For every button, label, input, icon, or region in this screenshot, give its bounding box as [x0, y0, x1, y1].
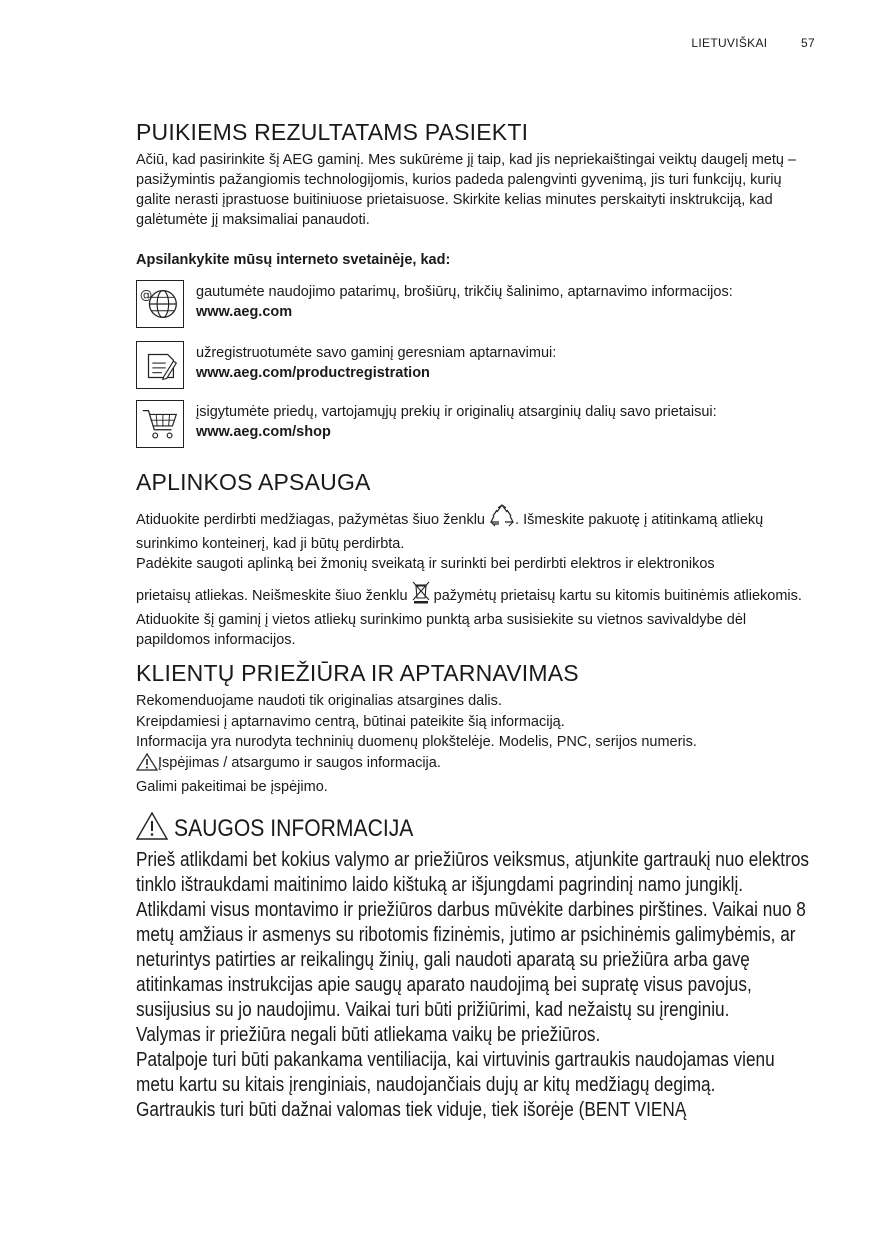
intro-section — [136, 119, 816, 270]
link-description: užregistruotumėte savo gaminį geresniam aptarnavimui: — [196, 345, 557, 361]
safety-text: Prieš atlikdami bet kokius valymo ar priežiūros veiksmus, atjunkite gartraukį nuo elektros tinklo ištraukdami maitinimo laido kištuką ar išjungdami pagrindinį namo jungiklį. Atlikdami visus montavimo ir priežiūros darbus mūvėkite darbines pirštines. Vaikai nuo 8 metų amžiaus ir asmenys su ribotomis fizinėmis, jutimo ar psichinėmis galimybėmis, ar neturintys patirties ar reikalingų žinių, gali naudoti aparatą su priežiūra arba gavę atitinkamas instrukcijas apie saugų aparato naudojimą bei supratę visus pavojus, susijusius su jo naudojimu. Vaikai turi būti prižiūrimi, kad nežaistų su įrenginiu. Valymas ir priežiūra negali būti atliekama vaikų be priežiūros. Patalpoje turi būti pakankama ventiliacija, kai virtuvinis gartraukis naudojamas vienu metu kartu su kitais įrenginiais, naudojančiais dujų ar kitų medžiagų degimą. Gartraukis turi būti dažnai valomas tiek viduje, tiek išorėje (BENT VIENĄ — [136, 849, 809, 1121]
customer-care-line: Rekomenduojame naudoti tik originalias atsargines dalis. — [136, 693, 502, 709]
shopping-cart-icon — [136, 400, 184, 448]
customer-care-section — [136, 660, 816, 798]
environment-text-2: Padėkite saugoti aplinką bei žmonių sveikatą ir surinkti bei perdirbti elektros ir elektronikos — [136, 556, 715, 572]
web-globe-icon — [136, 280, 184, 328]
safety-title-row — [136, 812, 816, 846]
link-url[interactable]: www.aeg.com — [196, 304, 293, 320]
customer-care-title: KLIENTŲ PRIEŽIŪRA IR APTARNAVIMAS — [136, 660, 579, 686]
environment-text-1: Atiduokite perdirbti medžiagas, pažymėtas šiuo ženklu . Išmeskite pakuotę į atitinkamą atliekų surinkimo konteinerį, kad ji būtų perdirbta. — [136, 504, 816, 554]
warning-triangle-icon — [136, 753, 158, 778]
page-header — [691, 36, 815, 50]
safety-title: SAUGOS INFORMACIJA — [174, 815, 414, 842]
warning-triangle-icon — [136, 812, 168, 846]
environment-section — [136, 469, 816, 650]
registration-form-icon — [136, 341, 184, 389]
page-number: 57 — [801, 36, 815, 50]
weee-crossed-bin-icon — [412, 580, 430, 610]
environment-text-3: prietaisų atliekas. Neišmeskite šiuo ženklu pažymėtų prietaisų kartu su kitomis buitinėmis atliekomis. Atiduokite šį gaminį į vietos atliekų surinkimo punktą arba susisiekite su vietnos savivaldybe dėl papildomos informacijos. — [136, 580, 816, 650]
language-label: LIETUVIŠKAI — [691, 36, 768, 50]
safety-section — [136, 812, 816, 1123]
visit-heading: Apsilankykite mūsų interneto svetainėje, kad: — [136, 252, 451, 268]
link-row-web — [136, 280, 816, 328]
recycling-icon — [489, 504, 515, 534]
customer-care-line: Informacija yra nurodyta techninių duomenų plokštelėje. Modelis, PNC, serijos numeris. — [136, 734, 697, 750]
customer-care-line: Galimi pakeitimai be įspėjimo. — [136, 779, 328, 795]
link-description: įsigytumėte priedų, vartojamųjų prekių ir originalių atsarginių dalių savo prietaisui: — [196, 404, 717, 420]
link-row-registration — [136, 341, 816, 389]
link-url[interactable]: www.aeg.com/productregistration — [196, 365, 430, 381]
link-url[interactable]: www.aeg.com/shop — [196, 424, 331, 440]
environment-title: APLINKOS APSAUGA — [136, 469, 371, 495]
link-description: gautumėte naudojimo patarimų, brošiūrų, trikčių šalinimo, aptarnavimo informacijos: — [196, 284, 733, 300]
intro-title: PUIKIEMS REZULTATAMS PASIEKTI — [136, 119, 529, 145]
customer-care-warning-line: Įspėjimas / atsargumo ir saugos informacija. — [136, 753, 816, 778]
link-row-shop — [136, 400, 816, 448]
intro-text: Ačiū, kad pasirinkite šį AEG gaminį. Mes sukūrėme jį taip, kad jis nepriekaištingai veiktų daugelį metų – pasižymintis pažangiomis technologijomis, kurios padeda palengvinti gyvenimą, jis turi funkcijų, kurių galite nerasti įprastuose buitiniuose prietaisuose. Skirkite kelias minutes perskaityti insktrukciją, kad galėtumėte jį maksimaliai panaudoti. — [136, 152, 797, 228]
svg-text:@: @ — [139, 287, 153, 303]
customer-care-line: Kreipdamiesi į aptarnavimo centrą, būtinai pateikite šią informaciją. — [136, 713, 565, 730]
